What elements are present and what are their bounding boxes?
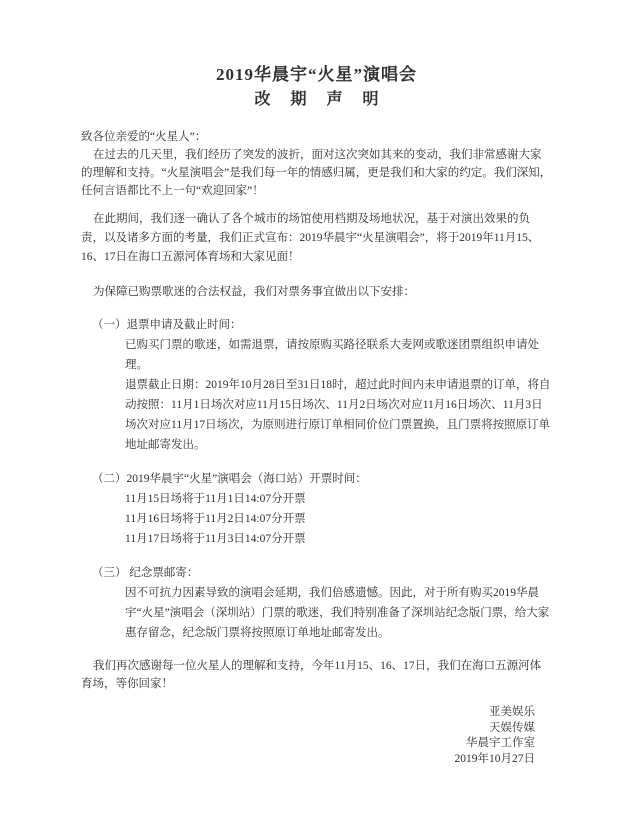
section-commemorative-ticket [81,563,552,643]
onsale-time-nov15: 11月15日场将于11月1日14:07分开票 [125,493,306,505]
section-onsale-heading [92,469,552,489]
intro-paragraph-3: 为保障已购票歌迷的合法权益，我们对票务事宜做出以下安排： [93,286,415,298]
section-onsale-label: （二） [92,473,127,485]
closing-paragraph: 我们再次感谢每一位火星人的理解和支持，今年11月15、16、17日，我们在海口五源河体育场，等你回家！ [81,660,542,690]
salutation: 致各位亲爱的“火星人”： [81,131,207,143]
refund-how-to-paragraph: 已购买门票的歌迷，如需退票，请按原购买路径联系大麦网或歌迷团票组织申请处理。 [125,339,539,371]
signature-company-1: 亚美娱乐 [489,706,535,718]
signature-date: 2019年10月27日 [454,752,535,765]
section-refund-label: （一） [92,319,127,331]
commemorative-ticket-paragraph: 因不可抗力因素导致的演唱会延期，我们倍感遗憾。因此，对于所有购买2019华晨宇“火星”演唱会（深圳站）门票的歌迷，我们特别准备了深圳站纪念版门票，给大家惠存留念，纪念版门票将按照原订单地址邮寄发出。 [125,587,550,639]
signature-studio: 华晨宇工作室 [466,737,535,749]
section-onsale-times [81,469,552,549]
section-commemorative-heading [92,563,552,583]
onsale-time-nov17: 11月17日场将于11月3日14:07分开票 [125,533,306,545]
section-refund-body [125,335,552,455]
section-onsale-body [125,489,552,549]
intro-paragraph-2: 在此期间，我们逐一确认了各个城市的场馆使用档期及场地状况，基于对演出效果的负责，以及诸多方面的考量，我们正式宣布：2019华晨宇“火星演唱会”，将于2019年11月15、16、17日在海口五源河体育场和大家见面！ [81,213,540,263]
onsale-time-nov16: 11月16日场将于11月2日14:07分开票 [125,513,306,525]
signature-block [81,705,552,767]
section-commemorative-title: 纪念票邮寄： [126,567,199,579]
refund-deadline-paragraph: 退票截止日期：2019年10月28日至31日18时，超过此时间内未申请退票的订单，将自动按照：11月1日场次对应11月15日场次、11月2日场次对应11月16日场次、11月3日场次对应11月17日场次，为原则进行原订单相同价位门票置换，且门票将按照原订单地址邮寄发出。 [125,379,551,451]
section-commemorative-label: （三） [92,567,127,579]
section-commemorative-body [125,583,552,643]
signature-company-2: 天娱传媒 [489,721,535,734]
section-refund-heading [92,315,552,335]
intro-paragraph-1: 在过去的几天里，我们经历了突发的波折，面对这次突如其来的变动，我们非常感谢大家的理解和支持。“火星演唱会”是我们每一年的情感归属，更是我们和大家的约定。我们深知，任何言语都比不上一句“欢迎回家”！ [81,149,552,197]
document-title: 2019华晨宇“火星”演唱会 [216,65,417,84]
section-refund-title: 退票申请及截止时间： [126,319,242,331]
section-onsale-title: 2019华晨宇“火星”演唱会（海口站）开票时间： [126,473,367,485]
document-subtitle: 改 期 声 明 [254,91,387,108]
section-refund [81,315,552,455]
